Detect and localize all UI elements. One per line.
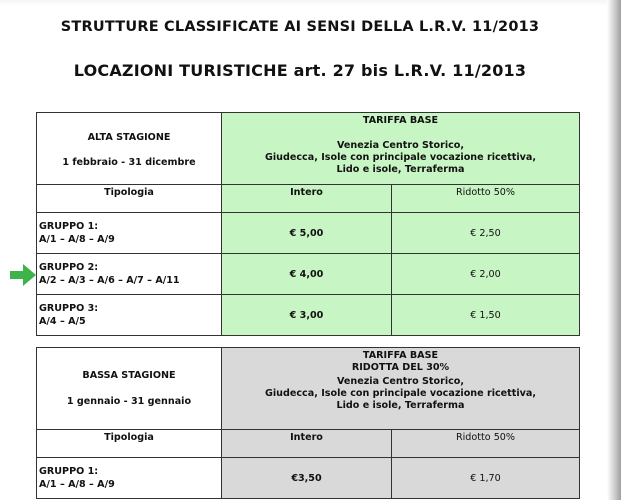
group-cell	[37, 458, 222, 499]
high-season-table	[36, 112, 580, 336]
tariff-title: TARIFFA BASE	[362, 350, 439, 361]
table-row	[37, 254, 580, 295]
top-edge	[0, 0, 621, 6]
season-title: BASSA STAGIONE	[82, 369, 176, 381]
group-codes: A/1 – A/8 – A/9	[39, 234, 115, 245]
tariff-title: TARIFFA BASE	[362, 115, 439, 126]
tariff-header-cell	[222, 113, 580, 185]
low-season-table	[36, 347, 580, 499]
group-codes: A/2 – A/3 – A/6 – A/7 – A/11	[39, 275, 180, 286]
price-ridotto: € 2,50	[392, 213, 580, 254]
price-intero: €3,50	[222, 458, 392, 499]
area-line: Giudecca, Isole con principale vocazione ricettiva,	[265, 152, 537, 163]
area-line: Venezia Centro Storico,	[336, 376, 465, 387]
group-name: GRUPPO 3:	[39, 303, 99, 314]
tariff-subtitle: RIDOTTA DEL 30%	[351, 362, 450, 373]
col-ridotto: Ridotto 50%	[392, 430, 580, 458]
column-header-row	[37, 430, 580, 458]
group-cell	[37, 254, 222, 295]
col-intero: Intero	[222, 430, 392, 458]
area-line: Venezia Centro Storico,	[336, 140, 465, 151]
col-intero: Intero	[222, 185, 392, 213]
group-codes: A/4 – A/5	[39, 316, 86, 327]
price-intero: € 5,00	[222, 213, 392, 254]
season-dates: 1 febbraio - 31 dicembre	[62, 157, 196, 168]
area-line: Lido e isole, Terraferma	[336, 400, 465, 411]
table-row	[37, 295, 580, 336]
page-edge-shadow	[607, 0, 621, 500]
low-season-label-cell	[37, 348, 222, 430]
table-row	[37, 213, 580, 254]
season-dates: 1 gennaio - 31 gennaio	[66, 395, 192, 407]
high-season-header-row	[37, 113, 580, 185]
price-ridotto: € 1,70	[392, 458, 580, 499]
group-cell	[37, 213, 222, 254]
col-tipologia: Tipologia	[37, 430, 222, 458]
column-header-row	[37, 185, 580, 213]
price-intero: € 4,00	[222, 254, 392, 295]
group-name: GRUPPO 1:	[39, 221, 99, 232]
area-line: Giudecca, Isole con principale vocazione ricettiva,	[265, 388, 537, 399]
group-codes: A/1 – A/8 – A/9	[39, 479, 115, 490]
table-row	[37, 458, 580, 499]
document-subheading: LOCAZIONI TURISTICHE art. 27 bis L.R.V. 11/2013	[73, 61, 527, 80]
group-cell	[37, 295, 222, 336]
col-tipologia: Tipologia	[37, 185, 222, 213]
group-name: GRUPPO 1:	[39, 466, 99, 477]
high-season-label-cell	[37, 113, 222, 185]
tariff-header-cell	[222, 348, 580, 430]
group-name: GRUPPO 2:	[39, 262, 99, 273]
price-ridotto: € 1,50	[392, 295, 580, 336]
document-heading: STRUTTURE CLASSIFICATE AI SENSI DELLA L.R.V. 11/2013	[60, 19, 540, 35]
green-arrow-right-icon	[10, 264, 36, 286]
price-ridotto: € 2,00	[392, 254, 580, 295]
low-season-header-row	[37, 348, 580, 430]
area-line: Lido e isole, Terraferma	[336, 164, 465, 175]
season-title: ALTA STAGIONE	[87, 132, 171, 143]
price-intero: € 3,00	[222, 295, 392, 336]
col-ridotto: Ridotto 50%	[392, 185, 580, 213]
